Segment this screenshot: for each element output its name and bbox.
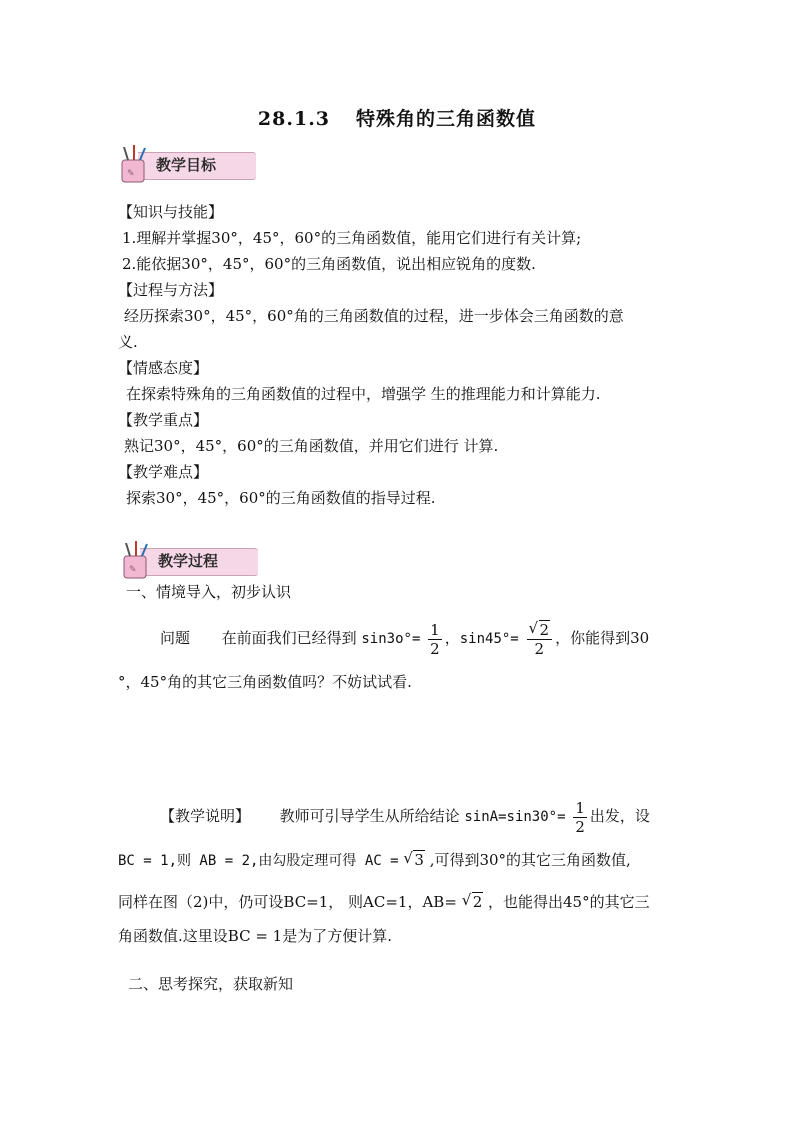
svg-text:✎: ✎: [129, 565, 137, 575]
method-header: 【过程与方法】: [118, 281, 224, 299]
title-number: 28.1.3: [257, 108, 331, 130]
sqrt-2: √ 2: [461, 891, 483, 911]
knowledge-item-1: 1.理解并掌握30°，45°，60°的三角函数值，能用它们进行有关计算;: [122, 229, 582, 247]
fraction-root2-over-2: [527, 618, 553, 658]
sin45-formula: sin45°=: [459, 631, 519, 647]
sqrt-radicand: 3: [414, 851, 424, 869]
note-line-3a: 同样在图（2)中，仍可设BC=1， 则AC=1，AB=: [118, 893, 457, 911]
pen-holder-icon: [116, 144, 152, 186]
section-2-heading: 二、思考探究，获取新知: [128, 975, 294, 993]
fraction-denominator: 2: [534, 639, 545, 658]
note-line-2: [118, 850, 631, 871]
note-fraction: [573, 799, 587, 836]
sqrt-radicand: 2: [539, 620, 550, 639]
banner-goals-label: 教学目标: [156, 156, 217, 174]
question-line-2: °，45°角的其它三角函数值吗？不妨试试看.: [118, 673, 412, 691]
page-title: [0, 104, 794, 131]
note-line-3: [118, 892, 650, 912]
knowledge-header: 【知识与技能】: [118, 203, 224, 221]
fraction-numerator: 1: [575, 798, 585, 817]
key-item-1: 熟记30°，45°，60°的三角函数值，并用它们进行 计算.: [124, 437, 499, 455]
note-line-1: [160, 796, 650, 837]
note-line-4: 角函数值.这里设BC = 1是为了方便计算.: [118, 927, 392, 945]
fraction-numerator: 1: [430, 620, 440, 639]
banner-process-label: 教学过程: [158, 552, 219, 570]
sqrt-radicand: 2: [472, 893, 483, 911]
difficult-header: 【教学难点】: [118, 463, 209, 481]
note-header: 【教学说明】: [160, 807, 251, 825]
question-line-1: [160, 618, 649, 659]
question-comma: ，: [444, 629, 460, 647]
sin30-formula: sin3o°=: [361, 631, 421, 647]
note-formula: sinA=sin30°=: [464, 809, 566, 825]
emotion-item-1: 在探索特殊角的三角函数值的过程中，增强学 生的推理能力和计算能力.: [126, 385, 601, 403]
sqrt-symbol: √ 2: [528, 618, 550, 639]
knowledge-item-2: 2.能依据30°，45°，60°的三角函数值，说出相应锐角的度数.: [122, 255, 536, 273]
emotion-header: 【情感态度】: [118, 359, 209, 377]
difficult-item-1: 探索30°，45°，60°的三角函数值的指导过程.: [126, 489, 436, 507]
fraction-denominator: 2: [575, 817, 585, 836]
question-label: 问题: [160, 629, 191, 647]
method-item-1: 经历探索30°，45°，60°角的三角函数值的过程，进一步体会三角函数的意: [124, 307, 624, 325]
note-line-2a: BC = 1,则 AB = 2,由勾股定理可得 AC =: [118, 853, 399, 869]
note-text-2: 出发，设: [589, 807, 650, 825]
note-line-2b: ,可得到30°的其它三角函数值,: [429, 851, 631, 869]
note-line-3b: ，也能得出45°的其它三: [488, 893, 650, 911]
pen-holder-icon: [118, 540, 154, 582]
key-header: 【教学重点】: [118, 411, 209, 429]
method-item-2: 义.: [118, 333, 138, 351]
fraction-denominator: 2: [430, 639, 440, 658]
question-text-1: 在前面我们已经得到: [221, 629, 357, 647]
title-text: 特殊角的三角函数值: [356, 108, 537, 130]
question-text-2: ，你能得到30: [555, 629, 650, 647]
svg-text:✎: ✎: [127, 169, 135, 179]
sqrt-3: √ 3: [403, 849, 424, 869]
banner-goals: [116, 148, 256, 186]
note-text-1: 教师可引导学生从所给结论: [279, 807, 460, 825]
banner-process: [118, 544, 258, 582]
section-1-heading: 一、情境导入，初步认识: [126, 583, 292, 601]
fraction-one-half: [428, 621, 442, 658]
